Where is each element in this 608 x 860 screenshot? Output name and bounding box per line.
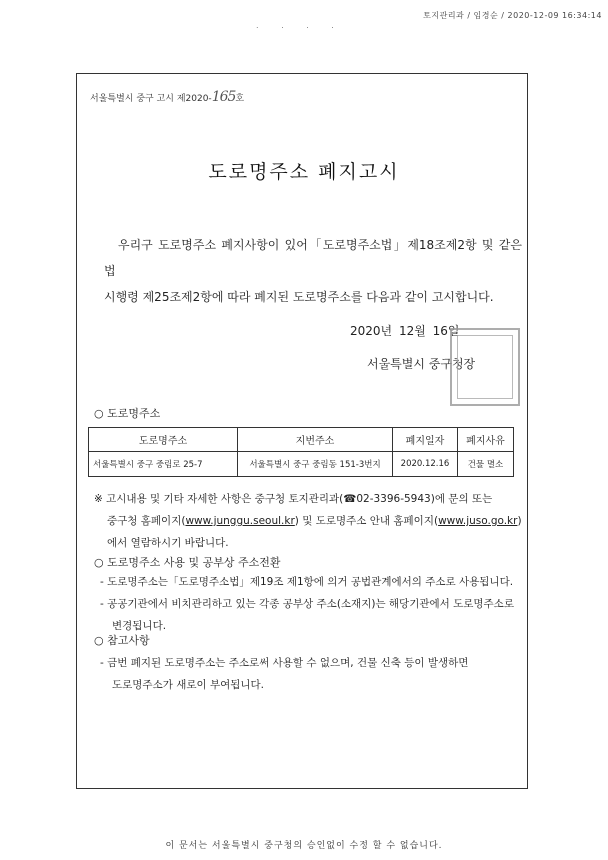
usage-item-1: - 도로명주소는「도로명주소법」제19조 제1항에 의거 공법관계에서의 주소로 사용됩니다. [100, 576, 514, 588]
col-road-address: 도로명주소 [89, 428, 238, 452]
reference-list [100, 652, 530, 696]
usage-item-2-cont: 변경됩니다. [112, 620, 167, 632]
notice-number-handwritten: 165 [211, 89, 236, 105]
seal-inner-border [457, 335, 513, 399]
col-abolish-date: 폐지일자 [393, 428, 458, 452]
inquiry-note [94, 488, 524, 554]
document-footer: 이 문서는 서울특별시 중구청의 승인없이 수정 할 수 없습니다. [165, 841, 443, 851]
header-stamp: 토지관리과 / 임경순 / 2020-12-09 16:34:14 [423, 11, 602, 20]
official-seal [450, 328, 520, 406]
usage-list [100, 571, 530, 637]
note-line-2c: ) 및 도로명주소 안내 홈페이지( [294, 515, 439, 527]
note-line-2 [94, 510, 524, 532]
issuing-office: 서울특별시 중구청장 [367, 357, 476, 371]
note-line-1: ※ 고시내용 및 기타 자세한 사항은 중구청 토지관리과(☎02-3396-5943)에 문의 또는 [94, 493, 493, 505]
address-table [88, 427, 514, 477]
note-line-2a: 중구청 홈페이지( [107, 515, 186, 527]
top-marks: . . . . [256, 21, 344, 30]
body-line-1: 우리구 도로명주소 폐지사항이 있어「도로명주소법」제18조제2항 및 같은 법 [104, 238, 522, 278]
juso-homepage-link[interactable]: www.juso.go.kr [438, 515, 518, 527]
notice-number-prefix: 서울특별시 중구 고시 제2020- [90, 94, 212, 104]
notice-number-suffix: 호 [235, 94, 245, 104]
reference-item-1-cont: 도로명주소가 새로이 부여됩니다. [112, 679, 265, 691]
cell-abolish-date: 2020.12.16 [393, 452, 458, 477]
body-line-2: 시행령 제25조제2항에 따라 폐지된 도로명주소를 다음과 같이 고시합니다. [104, 290, 494, 304]
reference-item-1: - 금번 폐지된 도로명주소는 주소로써 사용할 수 없으며, 건물 신축 등이 발생하면 [100, 657, 469, 669]
note-line-2e: ) [517, 515, 522, 527]
notice-number [90, 89, 244, 105]
cell-abolish-reason: 건물 멸소 [458, 452, 514, 477]
document-title: 도로명주소 폐지고시 [208, 161, 400, 183]
section-reference: ○ 참고사항 [94, 634, 150, 647]
cell-road-address: 서울특별시 중구 중림로 25-7 [89, 452, 238, 477]
col-lot-address: 지번주소 [238, 428, 393, 452]
notice-date: 2020년 12월 16일 [350, 324, 460, 338]
junggu-homepage-link[interactable]: www.junggu.seoul.kr [185, 515, 295, 527]
notice-body [104, 232, 522, 310]
table-header-row [89, 428, 514, 452]
note-line-3: 에서 열람하시기 바랍니다. [107, 537, 229, 549]
table-row [89, 452, 514, 477]
col-abolish-reason: 폐지사유 [458, 428, 514, 452]
cell-lot-address: 서울특별시 중구 중림동 151-3번지 [238, 452, 393, 477]
usage-item-2: - 공공기관에서 비치관리하고 있는 각종 공부상 주소(소재지)는 해당기관에서 도로명주소로 [100, 598, 514, 610]
section-road-address: ○ 도로명주소 [94, 407, 161, 420]
section-usage: ○ 도로명주소 사용 및 공부상 주소전환 [94, 556, 281, 569]
